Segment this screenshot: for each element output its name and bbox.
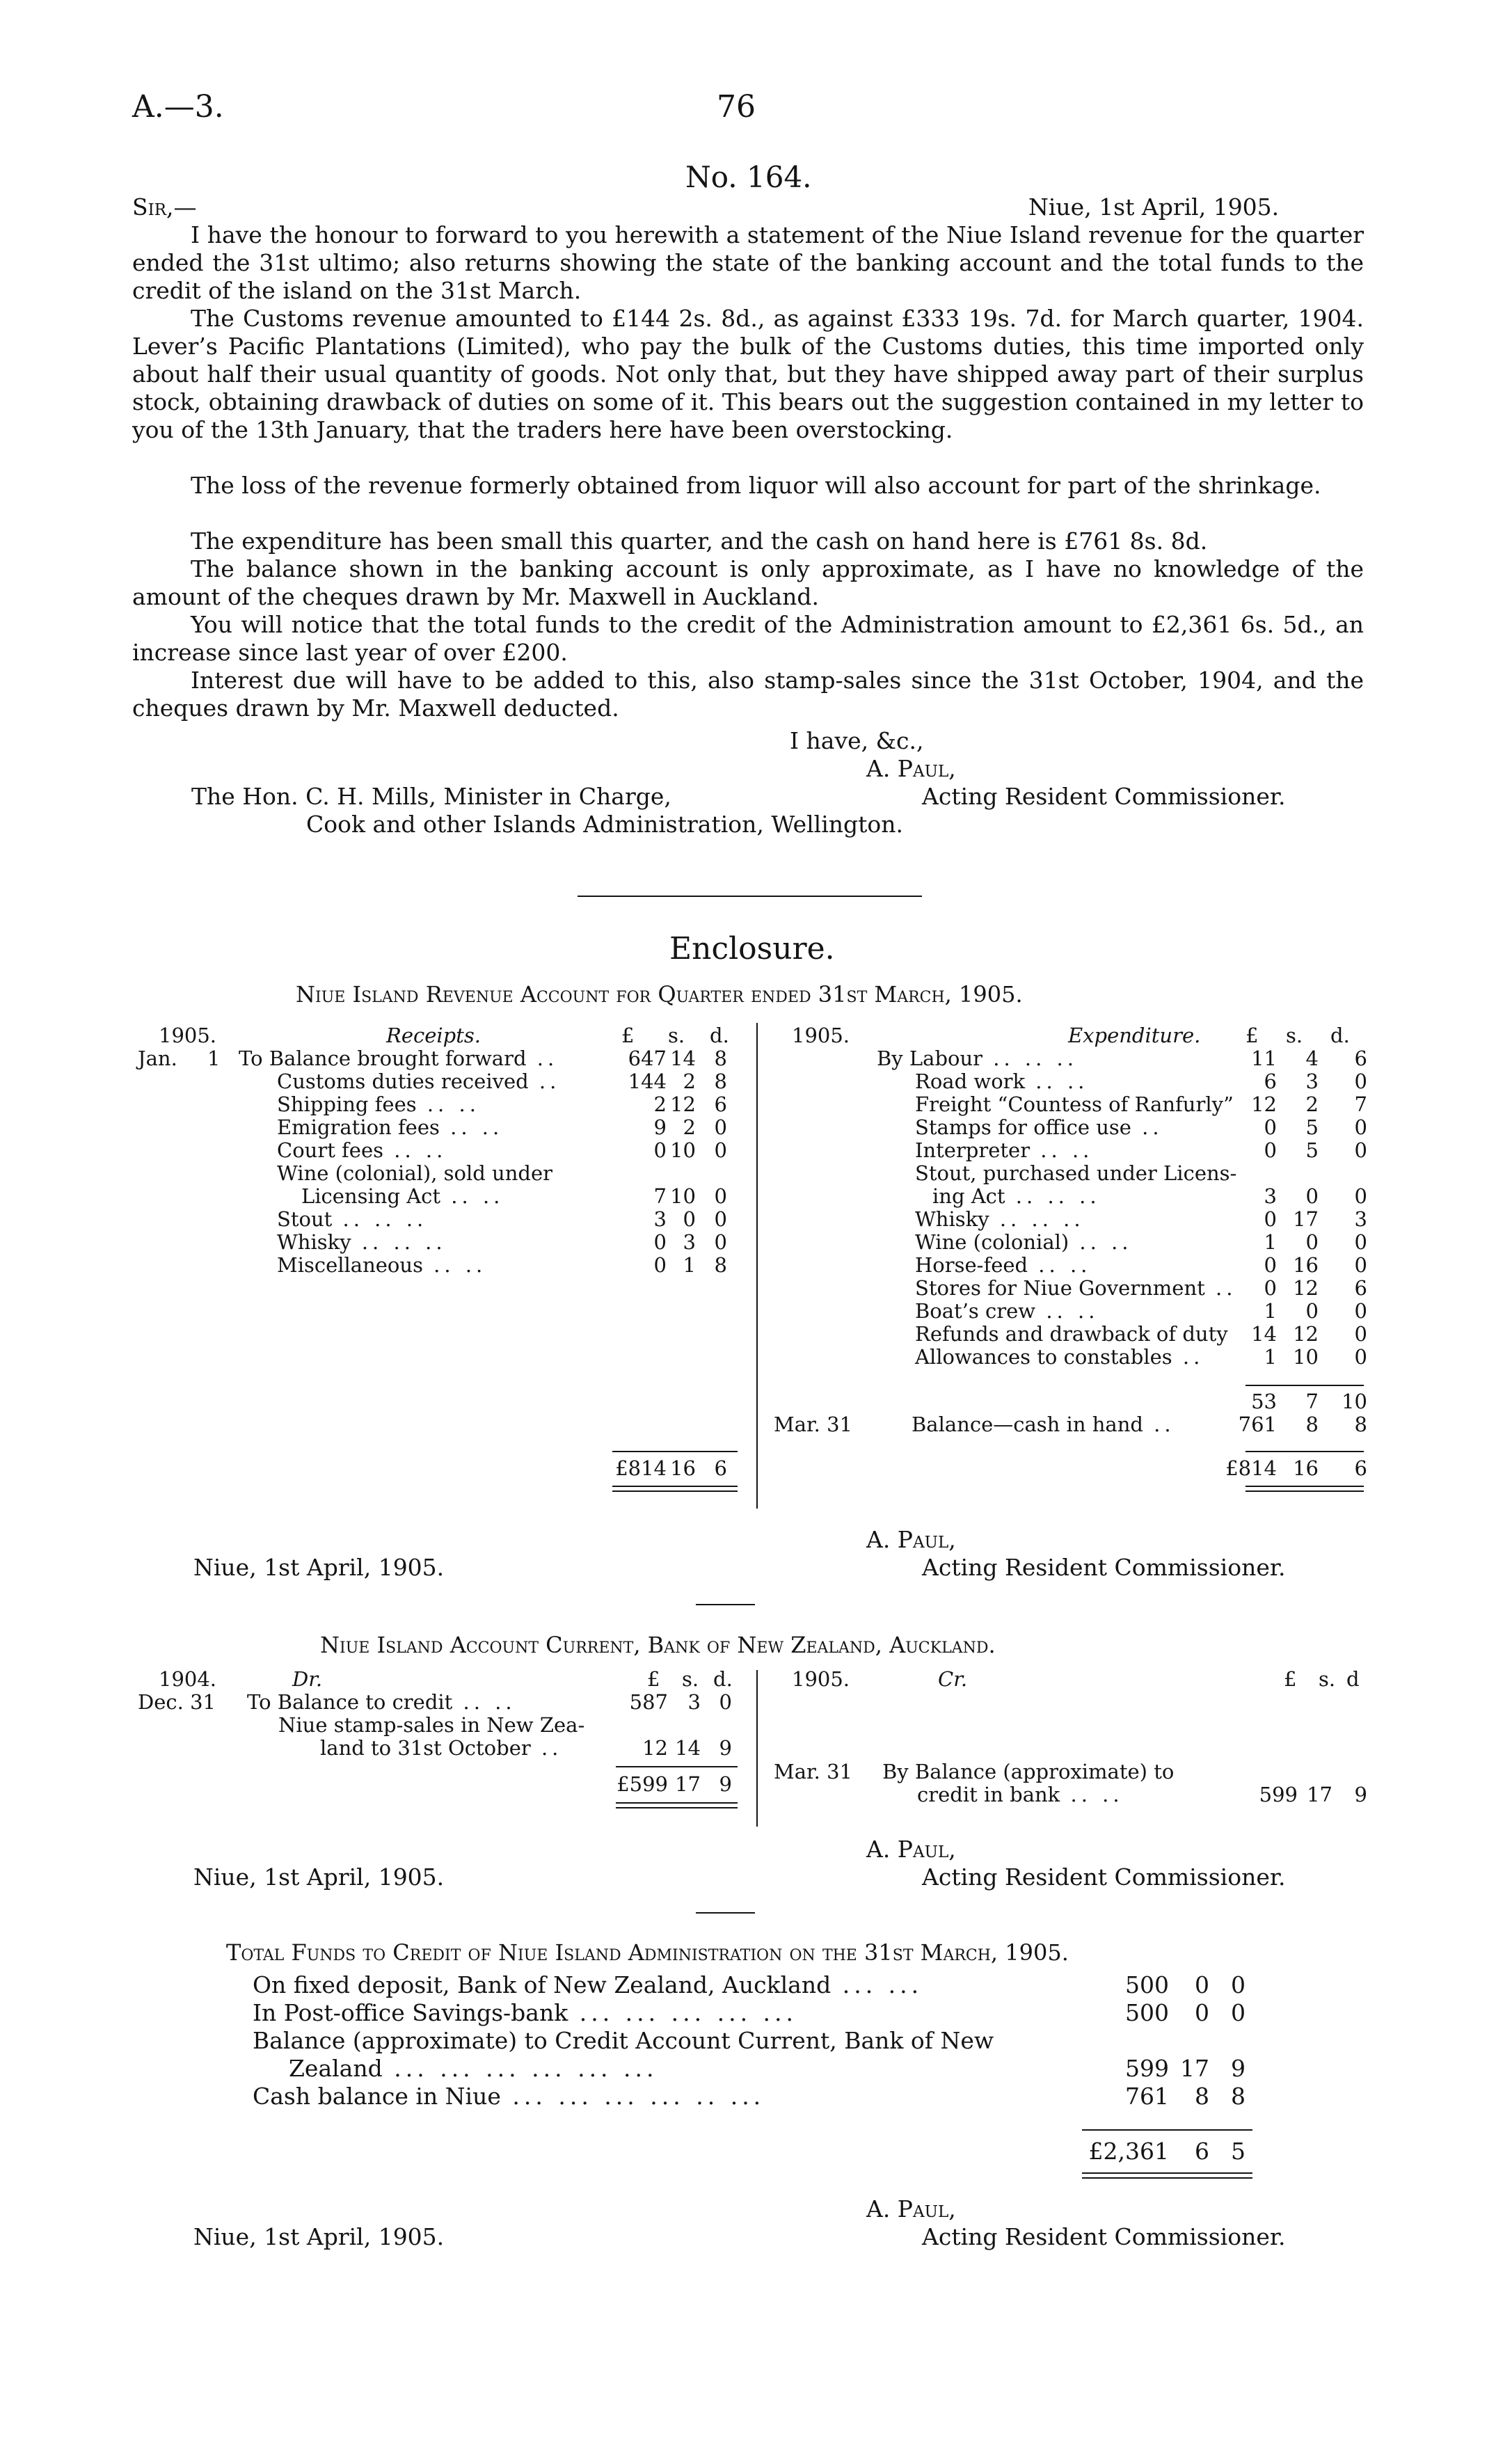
row-pounds: 14 [1251, 1322, 1277, 1346]
row-label: Licensing Act .. .. [301, 1184, 504, 1208]
row-pounds: 3 [653, 1207, 667, 1231]
paragraph-7: Interest due will have to be added to this, also stamp-sales since the 31st October, 1904, and the cheques drawn by Mr. Maxwell deducted. [132, 667, 1364, 722]
funds-place-date: Niue, 1st April, 1905. [193, 2223, 445, 2250]
receipts-heading: Receipts. [386, 1024, 481, 1047]
row-label: Stores for Niue Government .. [915, 1276, 1237, 1300]
bank-cr-text-1: By Balance (approximate) to [882, 1760, 1175, 1783]
bank-cr-text-2: credit in bank .. .. [917, 1783, 1124, 1806]
row-pence: 6 [1354, 1276, 1367, 1300]
row-pounds: 11 [1251, 1047, 1277, 1070]
row-pence: 0 [1231, 1971, 1246, 1998]
revenue-sign-title: Acting Resident Commissioner. [922, 1554, 1286, 1581]
row-pence: 9 [719, 1736, 732, 1760]
row-shillings: 5 [1305, 1138, 1319, 1162]
row-pounds: 1 [1264, 1299, 1277, 1323]
row-label: To Balance brought forward .. [239, 1047, 559, 1070]
row-label: Shipping fees .. .. [277, 1092, 480, 1116]
row-pounds: 587 [629, 1690, 668, 1714]
row-pence: 3 [1354, 1207, 1367, 1231]
balance-pounds: 761 [1238, 1413, 1277, 1436]
row-shillings: 3 [683, 1230, 696, 1254]
row-pounds: 2 [653, 1092, 667, 1116]
row-shillings: 0 [1305, 1184, 1319, 1208]
row-shillings: 12 [1293, 1276, 1319, 1300]
row-label: Balance (approximate) to Credit Account Current, Bank of New [253, 2027, 994, 2054]
row-shillings: 0 [1305, 1299, 1319, 1323]
row-pence: 0 [1231, 1999, 1246, 2026]
expenditure-heading: Expenditure. [1068, 1024, 1201, 1047]
receipts-year: 1905. [159, 1024, 217, 1047]
expenditure-total-pence: 6 [1354, 1456, 1367, 1480]
page-number: 76 [717, 89, 756, 125]
bank-cr-pence: d [1346, 1667, 1360, 1691]
row-shillings: 3 [1305, 1070, 1319, 1093]
balance-date: Mar. 31 [774, 1413, 852, 1436]
row-shillings: 8 [1195, 2083, 1209, 2110]
expenditure-subtotal-shillings: 7 [1305, 1390, 1319, 1413]
row-shillings: 2 [683, 1070, 696, 1093]
row-pence: 0 [714, 1184, 727, 1208]
receipts-total-shillings: 16 [670, 1456, 696, 1480]
addressee-line-2: Cook and other Islands Administration, Wellington. [306, 811, 904, 838]
bank-dr-total-pounds: £599 [616, 1772, 668, 1796]
row-pence: 0 [1354, 1070, 1367, 1093]
receipts-total-pence: 6 [714, 1456, 727, 1480]
row-pence: 0 [1354, 1322, 1367, 1346]
row-pence: 0 [714, 1138, 727, 1162]
row-shillings: 10 [1293, 1345, 1319, 1369]
row-pence: 0 [714, 1207, 727, 1231]
row-label: Road work .. .. [915, 1070, 1089, 1093]
row-pounds: 761 [1125, 2083, 1169, 2110]
row-label: land to 31st October .. [320, 1736, 563, 1760]
row-pence: 8 [714, 1253, 727, 1277]
row-shillings: 14 [675, 1736, 701, 1760]
row-pence: 0 [1354, 1184, 1367, 1208]
row-label: Stout, purchased under Licens- [915, 1161, 1237, 1185]
exp-header-shilling: s. [1286, 1024, 1303, 1047]
row-shillings: 0 [683, 1207, 696, 1231]
row-pounds: 7 [653, 1184, 667, 1208]
funds-double-rule-2 [1082, 2177, 1252, 2179]
row-label: Wine (colonial) .. .. [915, 1230, 1133, 1254]
row-shillings: 12 [1293, 1322, 1319, 1346]
funds-double-rule-1 [1082, 2172, 1252, 2174]
funds-sign-title: Acting Resident Commissioner. [922, 2223, 1286, 2250]
revenue-place-date: Niue, 1st April, 1905. [193, 1554, 445, 1581]
row-label: Horse-feed .. .. [915, 1253, 1092, 1277]
row-pounds: 1 [1264, 1345, 1277, 1369]
signature-name: A. Paul, [866, 755, 956, 782]
row-shillings: 2 [1305, 1092, 1319, 1116]
expenditure-total-shillings: 16 [1293, 1456, 1319, 1480]
bank-cr-shilling: s. [1319, 1667, 1336, 1691]
row-pounds: 12 [1251, 1092, 1277, 1116]
revenue-divider [756, 1023, 758, 1509]
paragraph-1: I have the honour to forward to you herewith a statement of the Niue Island revenue for the quarter ended the 31st ultimo; also returns showing the state of the banking account and the total funds to the credit of the island on the 31st March. [132, 221, 1364, 304]
paragraph-6: You will notice that the total funds to the credit of the Administration amount to £2,361 6s. 5d., an increase since last year of over £200. [132, 611, 1364, 666]
divider [578, 896, 922, 897]
funds-total-rule [1082, 2129, 1252, 2131]
row-label: Stamps for office use .. [915, 1115, 1163, 1139]
page-ref: A.—3. [132, 89, 224, 125]
row-pence: 0 [1354, 1115, 1367, 1139]
paragraph-5: The balance shown in the banking account is only approximate, as I have no knowledge of the amount of the cheques drawn by Mr. Maxwell in Auckland. [132, 555, 1364, 610]
addressee-line-1: The Hon. C. H. Mills, Minister in Charge, [191, 783, 671, 810]
bank-dr-heading: Dr. [292, 1667, 323, 1691]
funds-title: Total Funds to Credit of Niue Island Administration on the 31st March, 1905. [226, 1939, 1069, 1966]
funds-total-pounds: £2,361 [1088, 2138, 1169, 2165]
row-shillings: 10 [670, 1138, 696, 1162]
expenditure-double-rule-1 [1246, 1486, 1364, 1487]
row-shillings: 16 [1293, 1253, 1319, 1277]
row-pence: 0 [1354, 1253, 1367, 1277]
row-pounds: 1 [1264, 1230, 1277, 1254]
receipts-total-pounds: £814 [615, 1456, 667, 1480]
funds-total-shillings: 6 [1195, 2138, 1209, 2165]
bank-dr-shilling: s. [682, 1667, 699, 1691]
bank-dr-total-shillings: 17 [675, 1772, 701, 1796]
signature-title: Acting Resident Commissioner. [922, 783, 1286, 810]
lsd-header-pound: £ [621, 1024, 635, 1047]
row-label: On fixed deposit, Bank of New Zealand, Auckland ... ... [253, 1971, 923, 1998]
row-pounds: 3 [1264, 1184, 1277, 1208]
balance-pence: 8 [1354, 1413, 1367, 1436]
row-pounds: 599 [1125, 2055, 1169, 2082]
row-shillings: 0 [1195, 1999, 1209, 2026]
closing: I have, &c., [790, 727, 924, 754]
row-pounds: 6 [1264, 1070, 1277, 1093]
row-pence: 9 [1231, 2055, 1246, 2082]
row-shillings: 10 [670, 1184, 696, 1208]
row-label: Whisky .. .. .. [277, 1230, 447, 1254]
short-divider-1 [696, 1604, 755, 1605]
expenditure-double-rule-2 [1246, 1490, 1364, 1492]
row-pounds: 144 [628, 1070, 667, 1093]
row-pence: 8 [714, 1047, 727, 1070]
row-pounds: 0 [1264, 1115, 1277, 1139]
row-pounds: 9 [653, 1115, 667, 1139]
expenditure-subtotal-rule [1246, 1385, 1364, 1386]
bank-cr-pounds: 599 [1259, 1783, 1298, 1806]
receipts-total-rule [612, 1451, 738, 1452]
row-label: Niue stamp-sales in New Zea- [278, 1713, 585, 1737]
row-pounds: 500 [1125, 1971, 1169, 1998]
row-shillings: 2 [683, 1115, 696, 1139]
bank-cr-heading: Cr. [938, 1667, 968, 1691]
bank-cr-shillings: 17 [1307, 1783, 1332, 1806]
bank-dr-date: Dec. 31 [138, 1690, 216, 1714]
expenditure-total-pounds: £814 [1225, 1456, 1277, 1480]
row-pence: 0 [714, 1230, 727, 1254]
expenditure-year: 1905. [792, 1024, 850, 1047]
row-pence: 0 [1354, 1345, 1367, 1369]
lsd-header-shilling: s. [668, 1024, 685, 1047]
row-shillings: 4 [1305, 1047, 1319, 1070]
receipts-double-rule-2 [612, 1490, 738, 1492]
bank-dr-total-pence: 9 [719, 1772, 732, 1796]
row-label: Whisky .. .. .. [915, 1207, 1085, 1231]
row-label: Customs duties received .. [277, 1070, 561, 1093]
row-shillings: 0 [1305, 1230, 1319, 1254]
row-pounds: 0 [1264, 1253, 1277, 1277]
row-pounds: 0 [1264, 1207, 1277, 1231]
bank-sign-title: Acting Resident Commissioner. [922, 1863, 1286, 1891]
row-label: By Labour .. .. .. [877, 1047, 1078, 1070]
exp-header-pence: d. [1330, 1024, 1350, 1047]
bank-cr-year: 1905. [792, 1667, 850, 1691]
row-pence: 0 [1354, 1299, 1367, 1323]
revenue-sign-name: A. Paul, [866, 1526, 956, 1553]
row-label: Miscellaneous .. .. [277, 1253, 487, 1277]
row-pounds: 12 [642, 1736, 668, 1760]
row-pence: 6 [1354, 1047, 1367, 1070]
row-label: Stout .. .. .. [277, 1207, 428, 1231]
bank-dr-pound: £ [647, 1667, 660, 1691]
balance-label: Balance—cash in hand .. [912, 1413, 1175, 1436]
paragraph-4: The expenditure has been small this quarter, and the cash on hand here is £761 8s. 8d. [191, 527, 1208, 555]
bank-title: Niue Island Account Current, Bank of New Zealand, Auckland. [320, 1632, 996, 1658]
bank-cr-pence: 9 [1354, 1783, 1367, 1806]
paragraph-2: The Customs revenue amounted to £144 2s. 8d., as against £333 19s. 7d. for March quarter, 1904. Lever’s Pacific Plantations (Limited), who pay the bulk of the Customs duties, this time imported only about half their usual quantity of goods. Not only that, but they have shipped away part of their surplus stock, obtaining drawback of duties on some of it. This bears out the suggestion contained in my letter to you of the 13th January, that the traders here have been overstocking. [132, 305, 1364, 443]
expenditure-total-rule [1246, 1451, 1364, 1452]
bank-place-date: Niue, 1st April, 1905. [193, 1863, 445, 1891]
row-label: Allowances to constables .. [915, 1345, 1204, 1369]
row-label: Freight “Countess of Ranfurly” [915, 1092, 1234, 1116]
row-label: Interpreter .. .. [915, 1138, 1094, 1162]
row-pence: 6 [714, 1092, 727, 1116]
paragraph-3: The loss of the revenue formerly obtained from liquor will also account for part of the shrinkage. [191, 472, 1321, 499]
row-label: Cash balance in Niue ... ... ... ... .. ... [253, 2083, 765, 2110]
row-shillings: 17 [1180, 2055, 1209, 2082]
row-pence: 8 [714, 1070, 727, 1093]
row-pounds: 0 [653, 1230, 667, 1254]
salutation: Sir,— [132, 193, 197, 221]
receipts-day: 1 [207, 1047, 221, 1070]
row-shillings: 5 [1305, 1115, 1319, 1139]
row-shillings: 12 [670, 1092, 696, 1116]
exp-header-pound: £ [1246, 1024, 1259, 1047]
bank-sign-name: A. Paul, [866, 1836, 956, 1863]
receipts-month: Jan. [138, 1047, 177, 1070]
bank-dr-double-rule-1 [616, 1802, 738, 1804]
row-label: In Post-office Savings-bank ... ... ... ... ... [253, 1999, 798, 2026]
row-pounds: 0 [1264, 1276, 1277, 1300]
bank-dr-pence: d. [713, 1667, 733, 1691]
row-shillings: 1 [683, 1253, 696, 1277]
revenue-title: Niue Island Revenue Account for Quarter ended 31st March, 1905. [296, 981, 1023, 1008]
row-label: Emigration fees .. .. [277, 1115, 504, 1139]
row-pounds: 0 [1264, 1138, 1277, 1162]
row-shillings: 3 [687, 1690, 701, 1714]
row-pence: 0 [714, 1115, 727, 1139]
bank-dr-year: 1904. [159, 1667, 217, 1691]
row-label: Court fees .. .. [277, 1138, 447, 1162]
row-pounds: 647 [628, 1047, 667, 1070]
row-pence: 0 [1354, 1138, 1367, 1162]
row-label: To Balance to credit .. .. [247, 1690, 516, 1714]
funds-sign-name: A. Paul, [866, 2195, 956, 2223]
balance-shillings: 8 [1305, 1413, 1319, 1436]
row-pence: 0 [719, 1690, 732, 1714]
row-label: Refunds and drawback of duty [915, 1322, 1228, 1346]
bank-dr-total-rule [616, 1766, 738, 1767]
letter-number: No. 164. [685, 160, 812, 194]
row-pounds: 500 [1125, 1999, 1169, 2026]
short-divider-2 [696, 1912, 755, 1914]
row-label: ing Act .. .. .. [932, 1184, 1101, 1208]
row-shillings: 14 [670, 1047, 696, 1070]
row-pounds: 0 [653, 1138, 667, 1162]
row-shillings: 17 [1293, 1207, 1319, 1231]
funds-total-pence: 5 [1231, 2138, 1246, 2165]
expenditure-subtotal-pence: 10 [1342, 1390, 1367, 1413]
bank-cr-pound: £ [1284, 1667, 1297, 1691]
expenditure-subtotal-pounds: 53 [1251, 1390, 1277, 1413]
bank-dr-double-rule-2 [616, 1807, 738, 1808]
enclosure-heading: Enclosure. [669, 931, 835, 967]
bank-cr-date: Mar. 31 [774, 1760, 852, 1783]
row-label: Wine (colonial), sold under [277, 1161, 552, 1185]
row-label: Boat’s crew .. .. [915, 1299, 1099, 1323]
lsd-header-pence: d. [710, 1024, 729, 1047]
row-pence: 0 [1354, 1230, 1367, 1254]
row-pence: 8 [1231, 2083, 1246, 2110]
letter-place-date: Niue, 1st April, 1905. [1028, 193, 1280, 221]
receipts-double-rule-1 [612, 1486, 738, 1487]
row-pence: 7 [1354, 1092, 1367, 1116]
row-pounds: 0 [653, 1253, 667, 1277]
row-label: Zealand ... ... ... ... ... ... [289, 2055, 658, 2082]
bank-divider [756, 1670, 758, 1827]
row-shillings: 0 [1195, 1971, 1209, 1998]
